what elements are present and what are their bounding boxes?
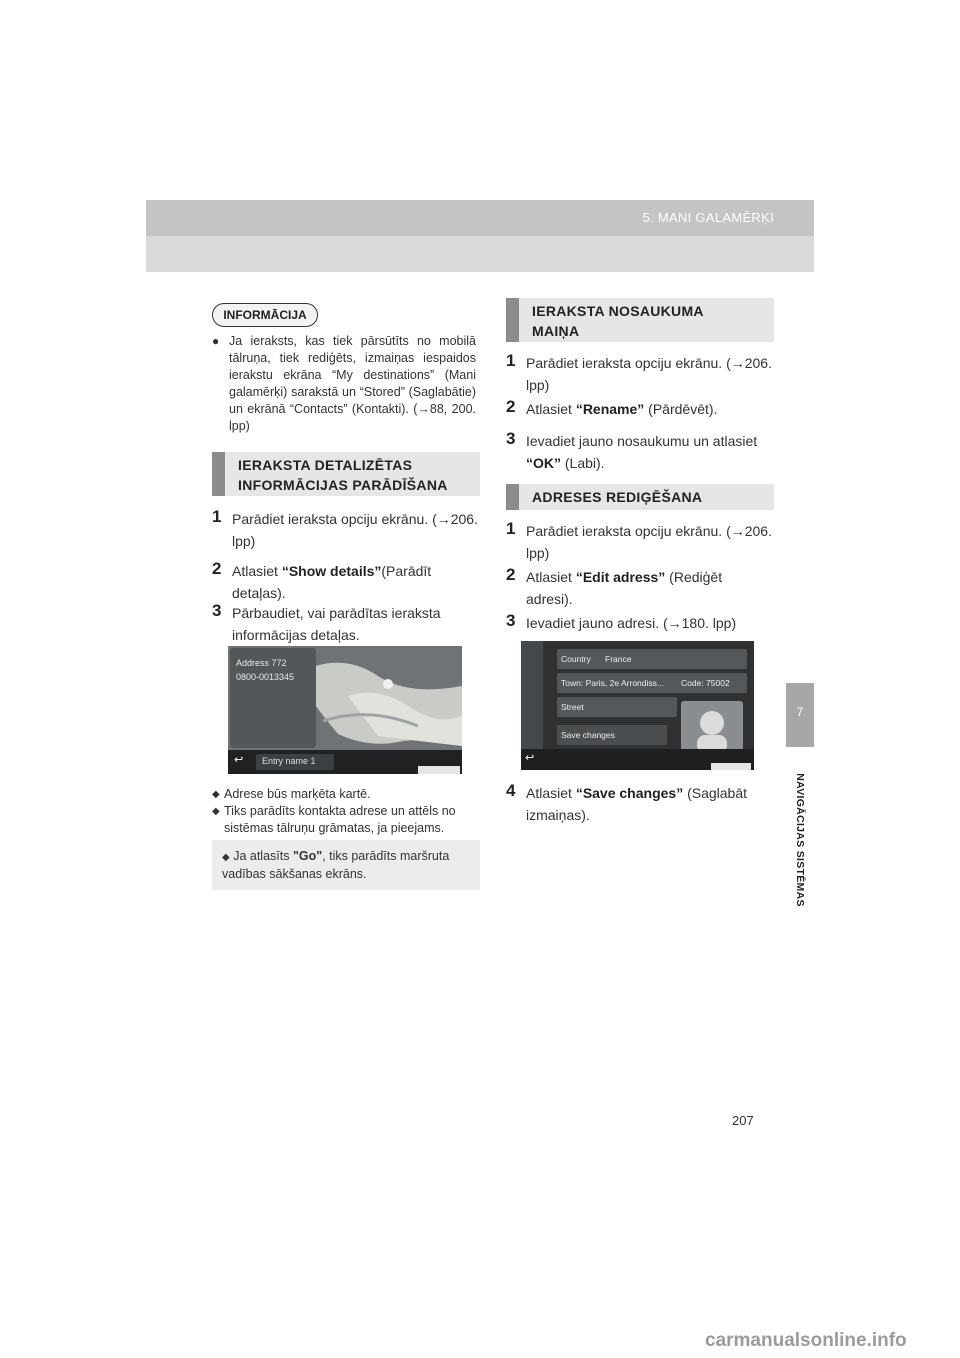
section-title: ADRESES REDIĢĒŠANA: [532, 489, 703, 505]
step-number: 3: [212, 601, 222, 620]
tip-text: Ja atlasīts: [233, 849, 293, 863]
step-option: “OK”: [526, 455, 561, 471]
screen-country-label: Country: [561, 654, 591, 664]
section-title-line1: IERAKSTA NOSAUKUMA: [532, 303, 704, 319]
step-address-1: [506, 520, 772, 564]
tip-box: [212, 840, 480, 890]
step-address-3: [506, 612, 772, 634]
step-number: 2: [506, 565, 516, 584]
screen-town-field: Town: Paris, 2e Arrondiss...: [561, 678, 664, 688]
footer-watermark: carmanualsonline.info: [705, 1330, 907, 1351]
screen-phone: 0800-0013345: [236, 672, 295, 682]
page-number: 207: [732, 1113, 754, 1128]
screen-entry-button: Entry name 1: [262, 756, 316, 766]
chapter-side-label: [786, 760, 814, 920]
step-left-2: [212, 560, 478, 604]
section-header-details: [212, 452, 480, 496]
screenshot-edit-address: [521, 641, 754, 770]
chapter-title: 5. MANI GALAMĒRĶI: [642, 210, 774, 225]
section-header-rename: [506, 298, 774, 342]
bullet-text: Adrese būs marķēta kartē.: [224, 787, 371, 801]
step-text: Parādiet ieraksta opciju ekrānu. (→206. lpp): [232, 511, 478, 549]
chapter-side-label-text: NAVIGĀCIJAS SISTĒMAS: [794, 773, 806, 907]
section-bar: [506, 298, 519, 342]
step-left-3: [212, 602, 478, 646]
bullet-item: [212, 786, 482, 803]
section-bar: [506, 484, 519, 510]
step-text: Atlasiet: [526, 569, 576, 585]
section-bar: [212, 452, 225, 496]
bullet-icon: ◆: [212, 806, 220, 817]
step-text: Parādiet ieraksta opciju ekrānu. (→206. lpp): [526, 523, 772, 561]
section-title-line1: IERAKSTA DETALIZĒTAS: [238, 457, 413, 473]
step-text-rest: (Saglabāt izmaiņas).: [526, 785, 748, 823]
chapter-tab: [786, 683, 814, 747]
step-number: 1: [212, 507, 222, 526]
bullet-icon: ◆: [222, 852, 230, 863]
screen-address: Address 772: [236, 658, 287, 668]
step-number: 3: [506, 611, 516, 630]
screenshot-entry-details: [228, 646, 462, 774]
step-number: 1: [506, 351, 516, 370]
step-text: Parādiet ieraksta opciju ekrānu. (→206. lpp): [526, 355, 772, 393]
step-text-rest: (Parādīt detaļas).: [232, 563, 432, 601]
step-number: 2: [212, 559, 222, 578]
step-option: “Edit adress”: [575, 569, 666, 585]
step-text: Ievadiet jauno nosaukumu un atlasiet: [526, 433, 758, 449]
info-tag: INFORMĀCIJA: [212, 303, 318, 327]
step-option: “Show details”: [281, 563, 382, 579]
back-arrow-icon: ↩: [234, 754, 244, 766]
step-option: “Save changes”: [575, 785, 684, 801]
screen-code-field: Code: 75002: [681, 678, 730, 688]
step-text: Atlasiet: [526, 785, 576, 801]
page-header: [146, 200, 814, 272]
step-text: Pārbaudiet, vai parādītas ieraksta informācijas detaļas.: [232, 605, 441, 643]
step-rename-3: [506, 430, 772, 474]
step-number: 2: [506, 397, 516, 416]
step-text-rest: (Labi).: [561, 455, 605, 471]
tip-option: "Go": [292, 849, 323, 863]
step-option: “Rename”: [575, 401, 645, 417]
info-note: [212, 333, 476, 435]
step-text: Atlasiet: [232, 563, 282, 579]
edit-screen-image: [521, 641, 754, 770]
info-note-text: Ja ieraksts, kas tiek pārsūtīts no mobilā tālruņa, tiek rediģēts, izmaiņas iespaidos ierakstu ekrāna “My destinations” (Mani galamērķi) sarakstā un “Stored” (Saglabātie) un ekrānā “Contacts” (Kontakti). (→88, 200. lpp): [229, 334, 476, 433]
bullet-icon: ◆: [212, 789, 220, 800]
step-text-rest: (Rediģēt adresi).: [526, 569, 723, 607]
step-number: 3: [506, 429, 516, 448]
step-address-4: [506, 782, 772, 826]
section-title-line2: MAIŅA: [532, 323, 580, 339]
screen-street-field: Street: [561, 702, 584, 712]
screen-save-button: Save changes: [561, 730, 615, 740]
step-text: Ievadiet jauno adresi. (→180. lpp): [526, 615, 737, 631]
step-number: 1: [506, 519, 516, 538]
step-left-1: [212, 508, 478, 552]
step-rename-1: [506, 352, 772, 396]
chapter-tab-number: 7: [796, 705, 804, 719]
header-top-band: [146, 200, 814, 236]
bullet-icon: ●: [212, 334, 220, 348]
step-text: Atlasiet: [526, 401, 576, 417]
section-header-edit-address: [506, 484, 774, 510]
bullet-text: Tiks parādīts kontakta adrese un attēls no sistēmas tālruņu grāmatas, ja pieejams.: [224, 804, 456, 835]
step-rename-2: [506, 398, 772, 420]
section-title-line2: INFORMĀCIJAS PARĀDĪŠANA: [238, 477, 448, 493]
screen-country-value: France: [605, 654, 632, 664]
step-number: 4: [506, 781, 516, 800]
step-text-rest: (Pārdēvēt).: [644, 401, 718, 417]
back-arrow-icon: ↩: [525, 752, 535, 764]
tip-text-rest: , tiks parādīts maršruta vadības sākšanas ekrāns.: [222, 849, 450, 881]
step-address-2: [506, 566, 772, 610]
bullet-item: [212, 803, 482, 837]
